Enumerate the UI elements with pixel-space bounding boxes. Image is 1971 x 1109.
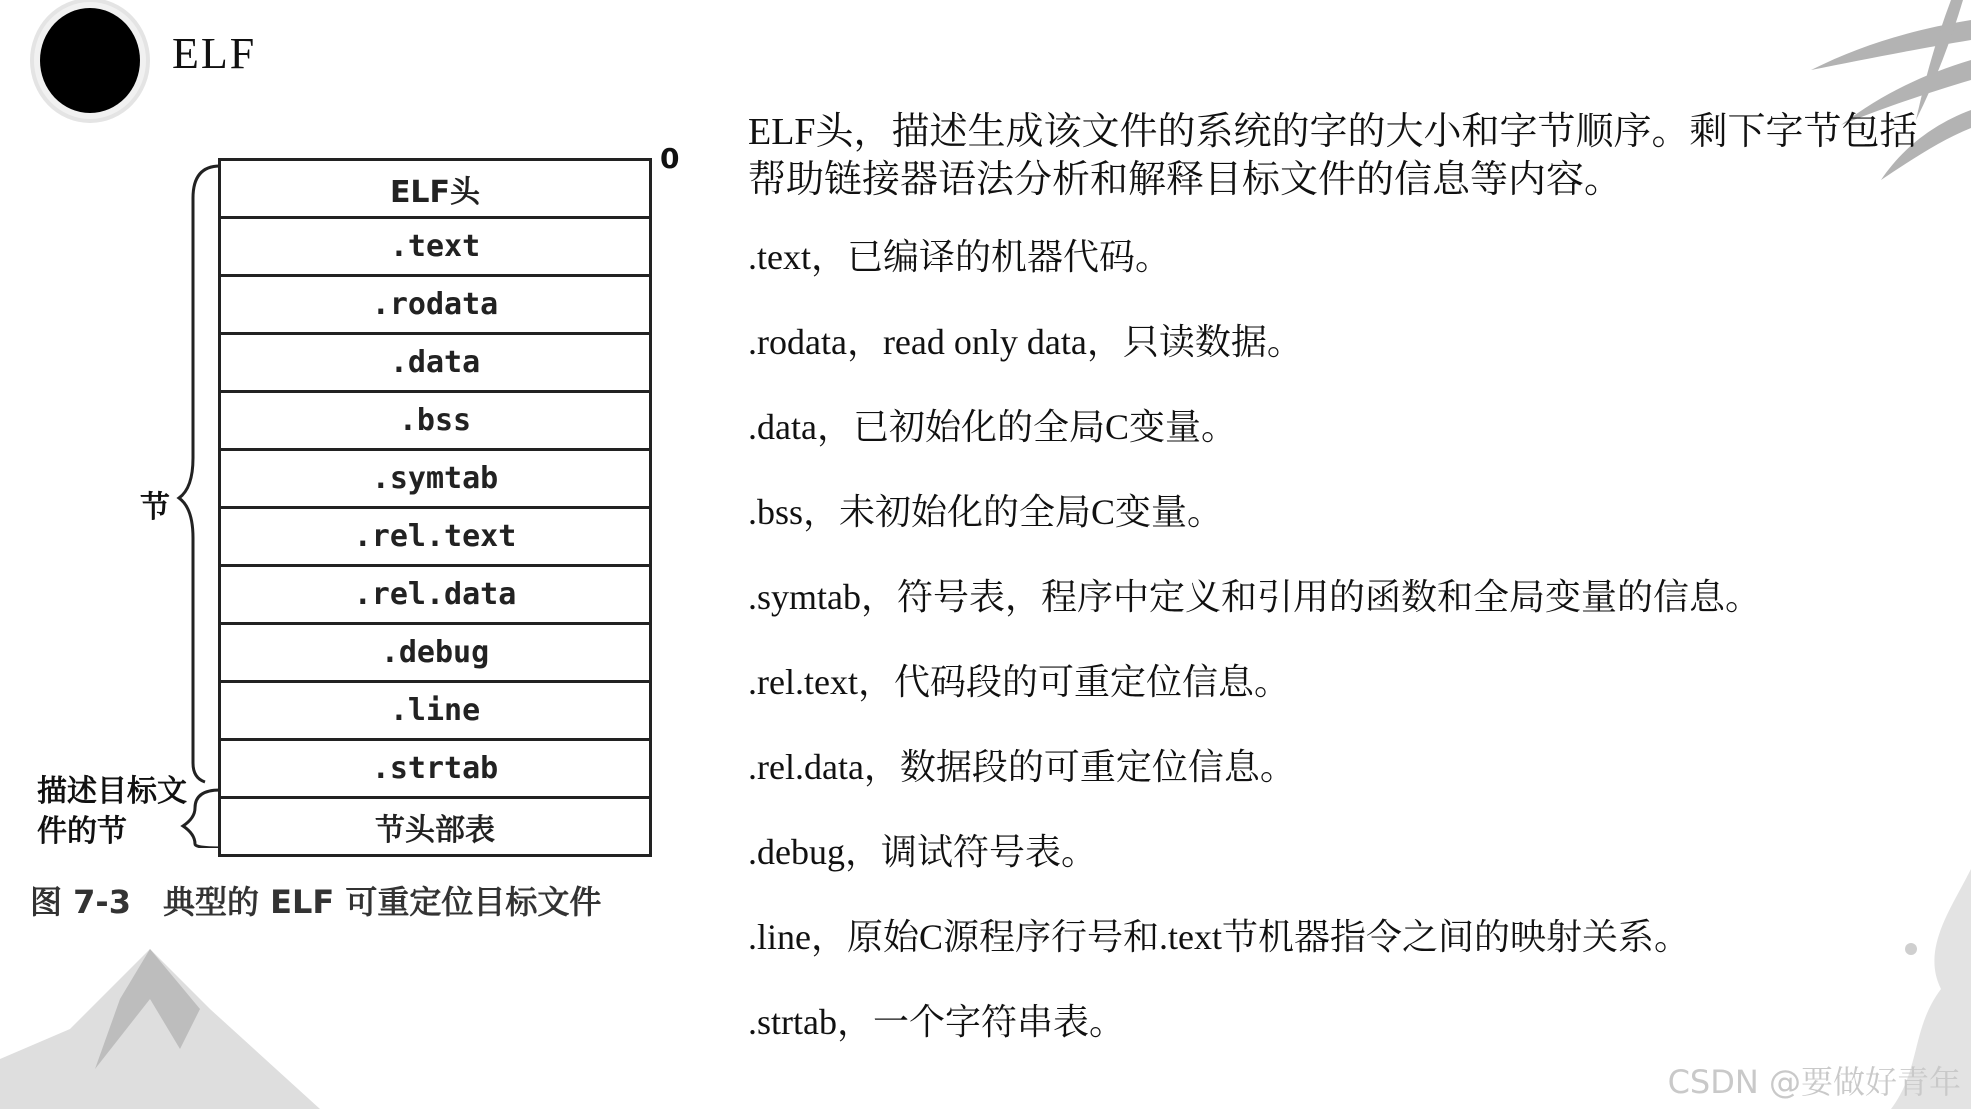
description-item: .rel.text，代码段的可重定位信息。 xyxy=(748,662,1290,702)
strtab-section-row: .strtab xyxy=(221,741,649,799)
elf-header-row: ELF头 xyxy=(221,161,649,219)
description-item: .rodata，read only data，只读数据。 xyxy=(748,322,1303,362)
section-header-table-row: 节头部表 xyxy=(375,812,495,848)
sections-label: 节 xyxy=(140,490,170,525)
slide-title: ELF xyxy=(172,29,257,78)
section-header-table-label: 描述目标文件的节 xyxy=(37,774,187,849)
description-item: .strtab，一个字符串表。 xyxy=(748,1002,1125,1042)
ink-blot-logo xyxy=(40,8,140,113)
text-section-row: .text xyxy=(221,219,649,277)
bss-section-row: .bss xyxy=(221,393,649,451)
elf-header-description: ELF头，描述生成该文件的系统的字的大小和字节顺序。剩下字节包括帮助链接器语法分析和解释目标文件的信息等内容。 xyxy=(748,111,1918,201)
description-item: .debug，调试符号表。 xyxy=(748,832,1097,872)
debug-section-row: .debug xyxy=(221,625,649,683)
description-item: .rel.data，数据段的可重定位信息。 xyxy=(748,747,1296,787)
elf-layout-figure xyxy=(25,142,705,930)
mountain-decoration xyxy=(0,939,320,1109)
rodata-section-row: .rodata xyxy=(221,277,649,335)
figure-caption: 图 7-3 典型的 ELF 可重定位目标文件 xyxy=(30,883,602,921)
offset-zero-label: 0 xyxy=(660,142,680,175)
description-item: .data，已初始化的全局C变量。 xyxy=(748,407,1237,447)
csdn-watermark: CSDN @要做好青年 xyxy=(1667,1063,1961,1101)
rel-data-section-row: .rel.data xyxy=(221,567,649,625)
rel-text-section-row: .rel.text xyxy=(221,509,649,567)
description-item: .symtab，符号表，程序中定义和引用的函数和全局变量的信息。 xyxy=(748,577,1761,617)
section-descriptions xyxy=(748,108,1918,1086)
symtab-section-row: .symtab xyxy=(221,451,649,509)
elf-section-stack xyxy=(218,158,652,857)
description-item: .bss，未初始化的全局C变量。 xyxy=(748,492,1224,532)
line-section-row: .line xyxy=(221,683,649,741)
data-section-row: .data xyxy=(221,335,649,393)
description-item: .text，已编译的机器代码。 xyxy=(748,237,1171,277)
description-item: .line，原始C源程序行号和.text节机器指令之间的映射关系。 xyxy=(748,917,1690,957)
